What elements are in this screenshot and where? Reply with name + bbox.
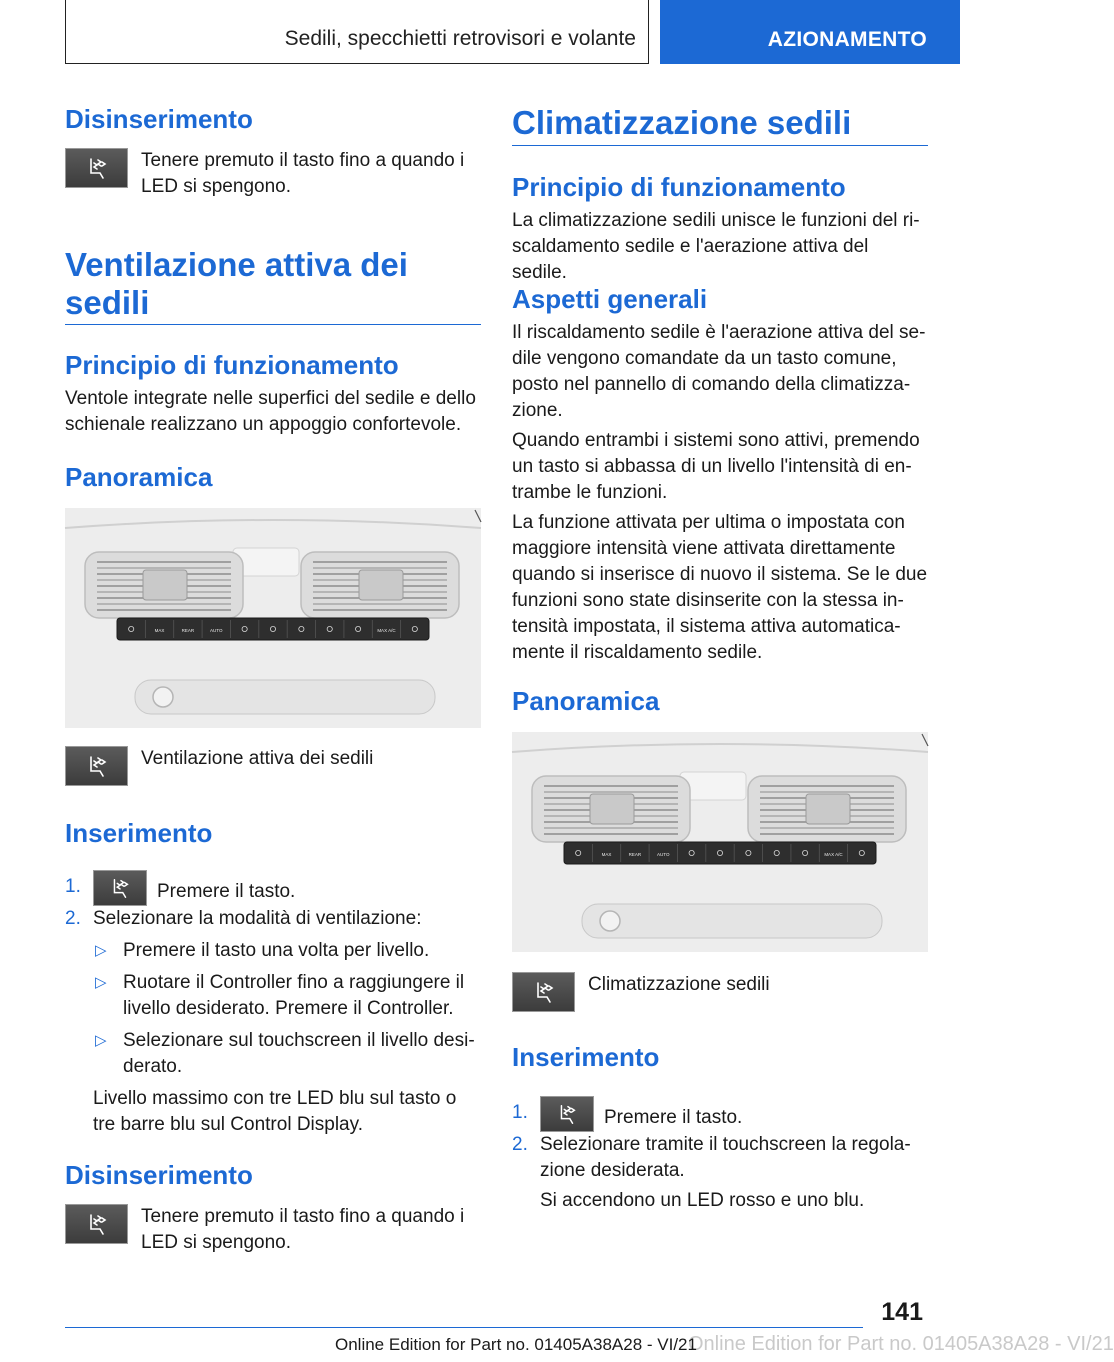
ventilation-principle-text: Ventole integrate nelle superfici del sedile e dello schienale realizzano un appoggio confortevole. — [65, 388, 476, 435]
sub-step-text: Ruotare il Controller fino a raggiungere il livello desiderato. Premere il Controller. — [123, 972, 465, 1019]
ventilation-caption: Ventilazione attiva dei sedili — [141, 748, 374, 769]
ventilation-caption-block — [65, 746, 481, 788]
volume-knob — [600, 911, 620, 931]
off-heading-2: Disinserimento — [65, 1160, 253, 1190]
seat-climate-step-icon — [540, 1096, 594, 1132]
step-number: 1. — [512, 1102, 528, 1123]
panel-button-label: REAR — [181, 628, 195, 633]
right-air-vent — [748, 776, 906, 842]
off-text-2: Tenere premuto il tasto fino a quando i LED si spengono. — [141, 1206, 465, 1253]
ventilation-panel-photo — [65, 508, 481, 728]
step-text: Premere il tasto. — [157, 881, 296, 903]
header-chapter-title: AZIONAMENTO — [767, 28, 927, 51]
right-air-vent — [301, 552, 459, 618]
control-button-strip — [117, 618, 429, 640]
watermark-text: Online Edition for Part no. 01405A38A28 - VI/21 — [688, 1333, 1114, 1355]
off-heading-1: Disinserimento — [65, 104, 253, 134]
sub-step-text: Selezionare sul touchscreen il livello desi‐derato. — [123, 1030, 475, 1077]
step-number: 2. — [65, 908, 81, 929]
volume-knob — [153, 687, 173, 707]
triangle-bullet-icon: ▷ — [95, 1032, 107, 1049]
panel-button-label: AUTO — [657, 852, 670, 857]
climate-panel-illustration — [65, 508, 481, 728]
climate-on-heading: Inserimento — [512, 1042, 660, 1072]
climate-caption: Climatizzazione sedili — [588, 974, 770, 995]
triangle-bullet-icon: ▷ — [95, 974, 107, 991]
footer-rule — [65, 1327, 863, 1328]
step-text: Selezionare la modalità di ventilazione: — [93, 908, 422, 929]
sub-step-text: Premere il tasto una volta per livello. — [123, 940, 430, 961]
seat-ventilation-off-icon — [65, 1204, 128, 1244]
climate-principle-text: La climatizzazione sedili unisce le funzioni del ri‐scaldamento sedile e l'aerazione attiva del sedile. — [512, 210, 920, 283]
panel-button-label: REAR — [628, 852, 642, 857]
seat-ventilation-step-icon — [93, 870, 147, 906]
edition-text: Online Edition for Part no. 01405A38A28 - VI/21 — [335, 1335, 697, 1354]
step-text: Selezionare tramite il touchscreen la regola‐zione desiderata. — [540, 1134, 911, 1181]
ventilation-title: Ventilazione attiva dei sedili — [65, 246, 408, 321]
header-chapter-tab — [660, 0, 960, 64]
ventilation-on-heading: Inserimento — [65, 818, 213, 848]
climate-general-heading: Aspetti generali — [512, 284, 708, 314]
step-number: 2. — [512, 1134, 528, 1155]
panel-button-label: MAX — [154, 628, 165, 633]
off-text-1: Tenere premuto il tasto fino a quando i LED si spengono. — [141, 150, 465, 197]
climate-note: Si accendono un LED rosso e uno blu. — [540, 1190, 865, 1211]
climate-panel-photo — [512, 732, 928, 952]
ventilation-note: Livello massimo con tre LED blu sul tasto o tre barre blu sul Control Display. — [93, 1088, 457, 1135]
climate-principle-heading: Principio di funzionamento — [512, 172, 846, 202]
panel-button-label: MAX A/C — [377, 628, 396, 633]
ventilation-overview-heading: Panoramica — [65, 462, 213, 492]
ventilation-principle-heading: Principio di funzionamento — [65, 350, 399, 380]
climate-title-rule — [512, 145, 928, 146]
climate-general-p2: Quando entrambi i sistemi sono attivi, premendo un tasto si abbassa di un livello l'intensità di en‐trambe le funzioni. — [512, 430, 920, 503]
seat-climate-caption-icon — [512, 972, 575, 1012]
climate-panel-illustration — [512, 732, 928, 952]
header-section-tab — [65, 0, 649, 64]
lower-fascia — [135, 680, 435, 714]
header-section-title: Sedili, specchietti retrovisori e volante — [284, 27, 636, 50]
step-text: Premere il tasto. — [604, 1107, 743, 1129]
seat-ventilation-button-icon — [65, 148, 128, 188]
panel-button-label: MAX A/C — [824, 852, 843, 857]
left-air-vent — [85, 552, 243, 618]
panel-button-label: MAX — [601, 852, 612, 857]
off-block-1 — [65, 148, 481, 197]
climate-title: Climatizzazione sedili — [512, 104, 852, 141]
page-number: 141 — [881, 1298, 923, 1326]
triangle-bullet-icon: ▷ — [95, 942, 107, 959]
climate-general-p3: La funzione attivata per ultima o impostata con maggiore intensità viene attivata direttamente quando si inserisce di nuovo il sistema. Se le due funzioni sono state disinserite con la stessa in‐tensità impostata, il sistema attiva automatica‐mente il riscaldamento sedile. — [512, 512, 928, 663]
off-block-2 — [65, 1204, 481, 1253]
climate-overview-heading: Panoramica — [512, 686, 660, 716]
climate-caption-block — [512, 972, 928, 1014]
ventilation-title-rule — [65, 324, 481, 325]
climate-general-p1: Il riscaldamento sedile è l'aerazione attiva del se‐dile vengono comandate da un tasto comune, posto nel pannello di comando della climatizza‐zione. — [512, 322, 926, 421]
left-air-vent — [532, 776, 690, 842]
step-number: 1. — [65, 876, 81, 897]
lower-fascia — [582, 904, 882, 938]
seat-ventilation-caption-icon — [65, 746, 128, 786]
panel-button-label: AUTO — [210, 628, 223, 633]
control-button-strip — [564, 842, 876, 864]
